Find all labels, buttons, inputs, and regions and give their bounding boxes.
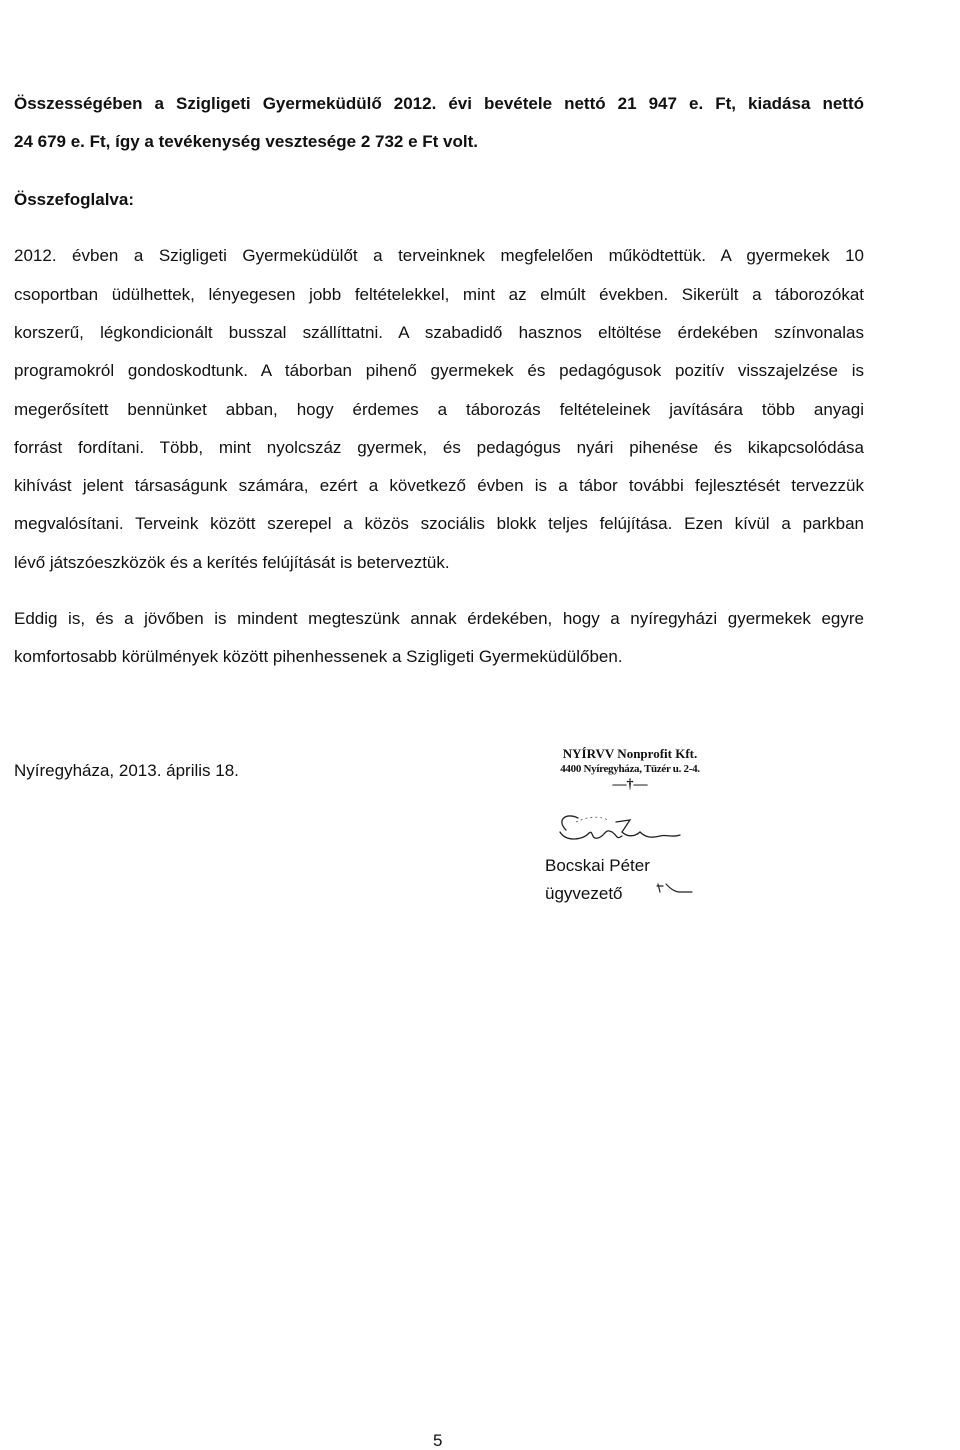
signer-name: Bocskai Péter <box>545 856 650 875</box>
signer-role: ügyvezető <box>545 884 623 903</box>
company-stamp <box>520 746 740 793</box>
paragraph1-line: korszerű, légkondicionált busszal szállíttatni. A szabadidő hasznos eltöltése érdekében színvonalas <box>14 323 864 342</box>
summary-line-1: Összességében a Szigligeti Gyermeküdülő 2012. évi bevétele nettó 21 947 e. Ft, kiadása nettó <box>14 94 864 113</box>
handwritten-initials <box>656 878 696 898</box>
handwritten-signature <box>548 808 688 848</box>
paragraph1-line: forrást fordítani. Több, mint nyolcszáz gyermek, és pedagógus nyári pihenése és kikapcsolódása <box>14 438 864 457</box>
paragraph1-line: csoportban üdülhettek, lényegesen jobb feltételekkel, mint az elmúlt években. Sikerült a táborozókat <box>14 285 864 304</box>
section-heading: Összefoglalva: <box>14 190 134 209</box>
signer-block <box>545 855 650 905</box>
paragraph1-line: kihívást jelent társaságunk számára, ezért a következő évben is a tábor további fejlesztését tervezzük <box>14 476 864 495</box>
paragraph1-line: megvalósítani. Terveink között szerepel a közös szociális blokk teljes felújítása. Ezen kívül a parkban <box>14 514 864 533</box>
stamp-company-name: NYÍRVV Nonprofit Kft. <box>562 746 698 761</box>
paragraph1-line: megerősített bennünket abban, hogy érdemes a táborozás feltételeinek javítására több anyagi <box>14 400 864 419</box>
paragraph1-line: programokról gondoskodtunk. A táborban pihenő gyermekek és pedagógusok pozitív visszajelzése is <box>14 361 864 380</box>
stamp-mark: —†— <box>612 777 648 792</box>
paragraph2-line: Eddig is, és a jövőben is mindent megteszünk annak érdekében, hogy a nyíregyházi gyermekek egyre <box>14 609 864 628</box>
place-and-date: Nyíregyháza, 2013. április 18. <box>14 761 239 780</box>
paragraph1-line: lévő játszóeszközök és a kerítés felújítását is beterveztük. <box>14 553 450 572</box>
summary-line-2: 24 679 e. Ft, így a tevékenység vesztesége 2 732 e Ft volt. <box>14 132 478 151</box>
stamp-address: 4400 Nyíregyháza, Tüzér u. 2-4. <box>560 763 700 775</box>
paragraph1-line: 2012. évben a Szigligeti Gyermeküdülőt a terveinknek megfelelően működtettük. A gyermekek 10 <box>14 246 864 265</box>
page-number: 5 <box>433 1431 443 1450</box>
paragraph2-line: komfortosabb körülmények között pihenhessenek a Szigligeti Gyermeküdülőben. <box>14 647 623 666</box>
